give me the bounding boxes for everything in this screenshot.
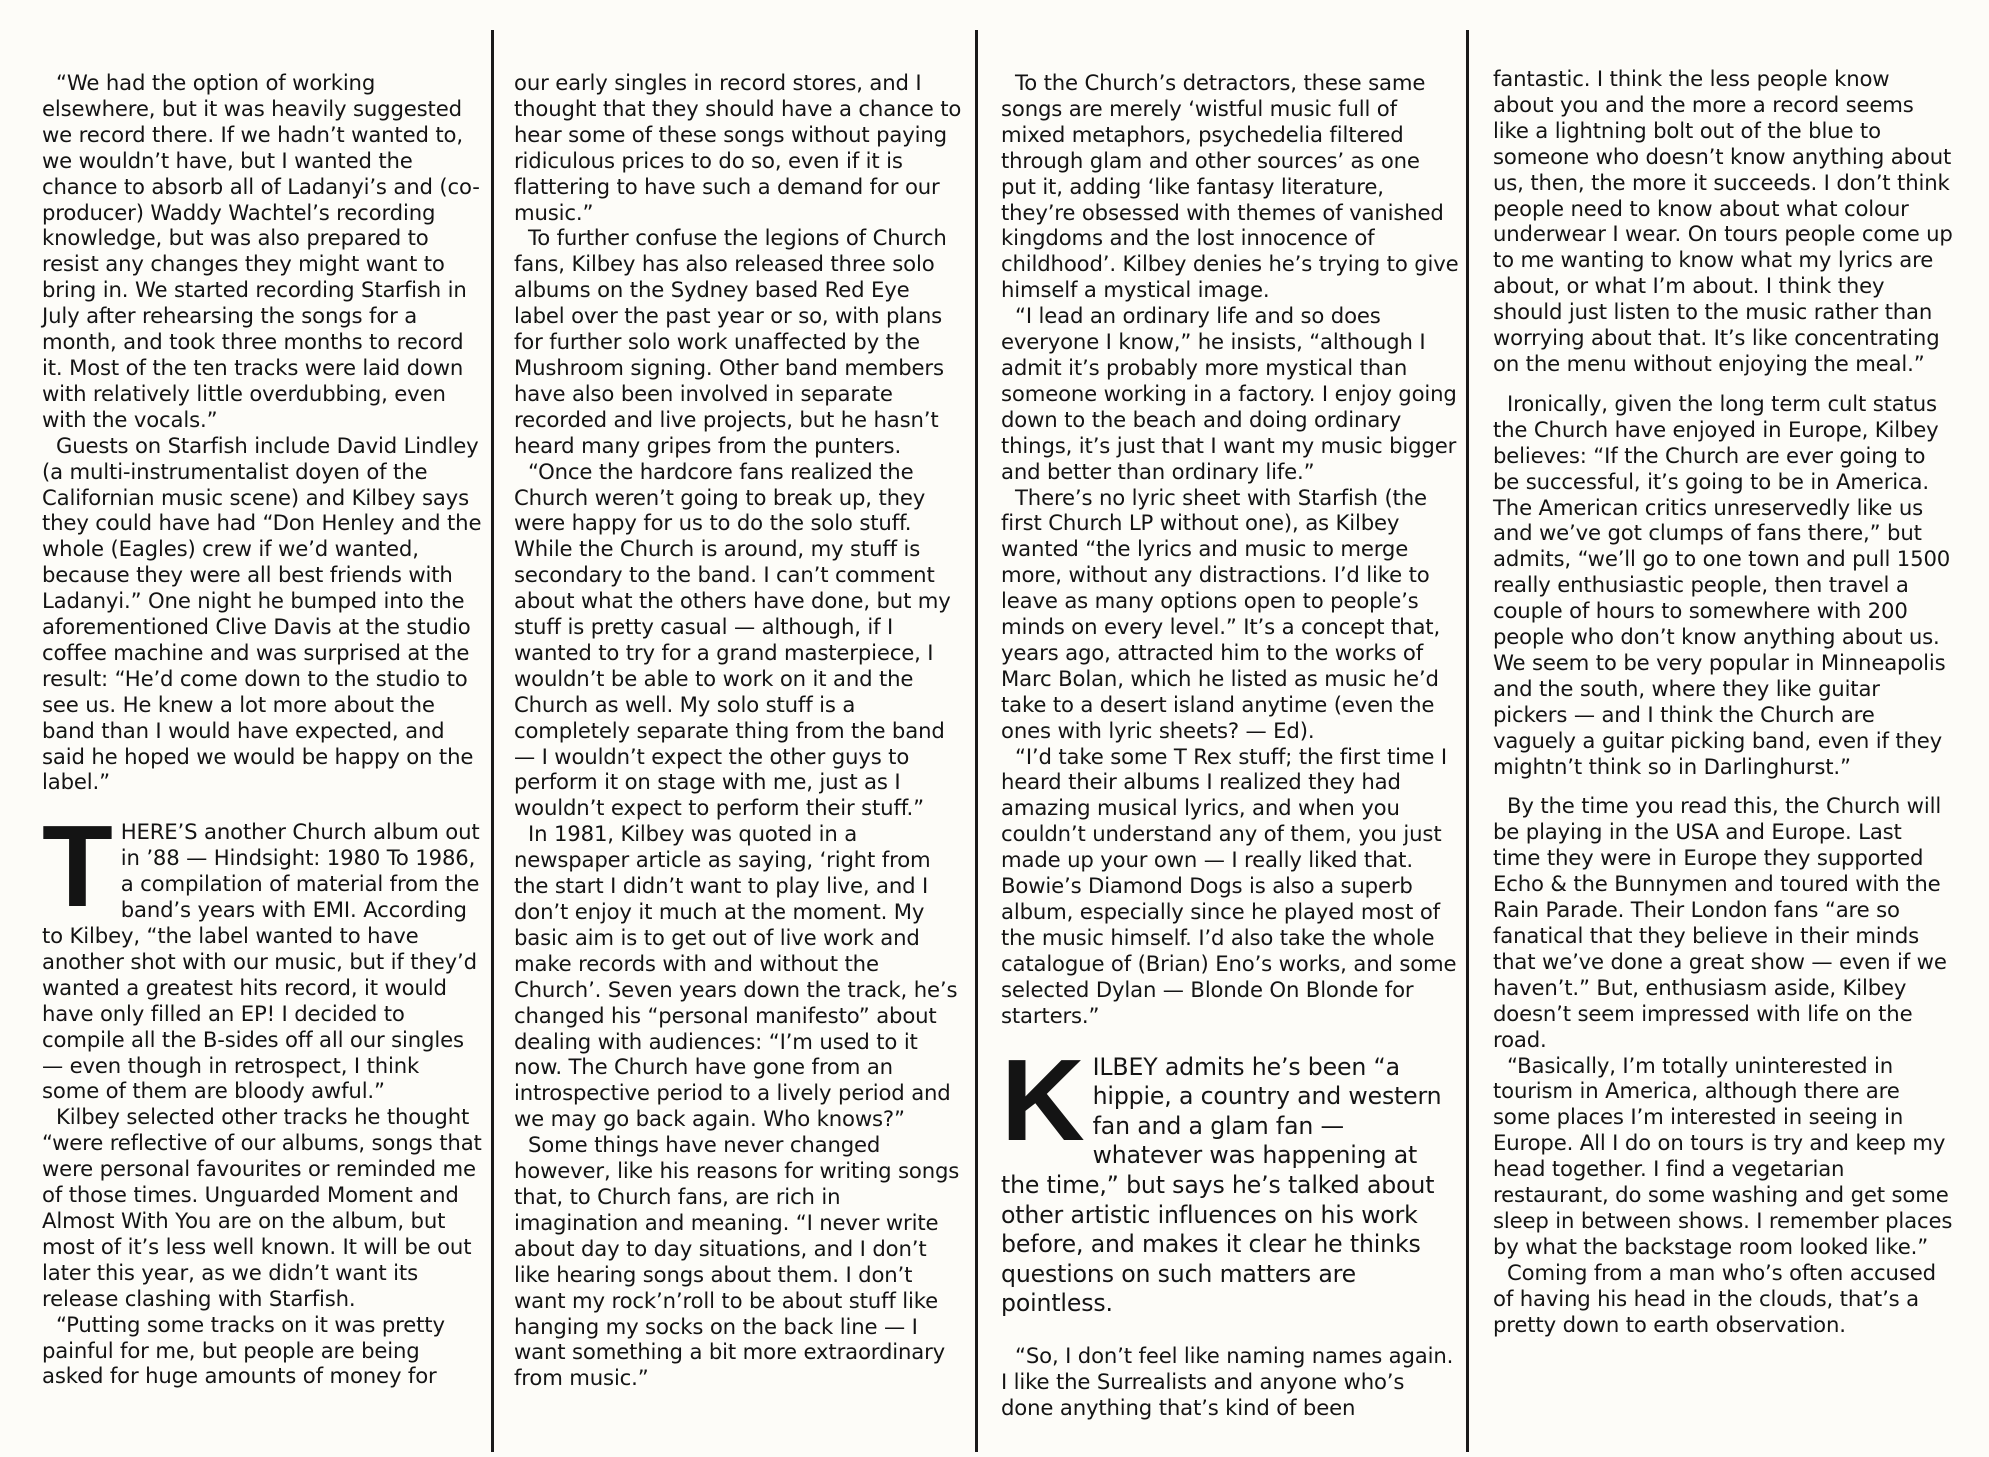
paragraph: “Basically, I’m totally uninterested in tourism in America, although there are some places I’m interested in seeing in Europe. All I do on tours is try and keep my head together. I find a vegetarian restaurant, do some washing and get some sleep in between shows. I remember places by what the backstage room looked like.” [1493, 1052, 1953, 1259]
paragraph: “Putting some tracks on it was pretty painful for me, but people are being asked for huge amounts of money for [42, 1311, 445, 1389]
paragraph: THERE’S another Church album out in ’88 — Hindsight: 1980 To 1986, a compilation of material from the band’s years with EMI. According to Kilbey, “the label wanted to have another shot with our music, but if they’d wanted a greatest hits record, it would have only filled an EP! I decided to compile all the B-sides off all our singles — even though in retrospect, I think some of them are bloody awful.” [42, 801, 480, 1104]
paragraph: KILBEY admits he’s been “a hippie, a country and western fan and a glam fan — whatever was happening at the time,” but says he’s talked about other artistic influences on his work before, and makes it clear he thinks questions on such matters are pointless. [1001, 1034, 1442, 1318]
column-rule [975, 30, 978, 1452]
paragraph: Ironically, given the long term cult status the Church have enjoyed in Europe, Kilbey believes: “If the Church are ever going to be successful, it’s going to be in America. The American critics unreservedly like us and we’ve got clumps of fans there,” but admits, “we’ll go to one town and pull 1500 really enthusiastic people, then travel a couple of hours to somewhere with 200 people who don’t know anything about us. We seem to be very popular in Minneapolis and the south, where they like guitar pickers — and I think the Church are vaguely a guitar picking band, even if they mightn’t think so in Darlinghurst.” [1493, 390, 1951, 779]
article-column-1 [42, 70, 482, 1389]
paragraph: “So, I don’t feel like naming names again. I like the Surrealists and anyone who’s done anything that’s kind of been [1001, 1342, 1454, 1420]
drop-cap: T [42, 801, 113, 932]
article-column-4 [1493, 66, 1955, 1338]
paragraph: “I’d take some T Rex stuff; the first time I heard their albums I realized they had amazing musical lyrics, and when you couldn’t understand any of them, you just made up your own — I really liked that. Bowie’s Diamond Dogs is also a superb album, especially since he played most of the music himself. I’d also take the whole catalogue of (Brian) Eno’s works, and some selected Dylan — Blonde On Blonde for starters.” [1001, 743, 1457, 1028]
paragraph: To the Church’s detractors, these same songs are merely ‘wistful music full of mixed metaphors, psychedelia filtered through glam and other sources’ as one put it, adding ‘like fantasy literature, they’re obsessed with themes of vanished kingdoms and the lost innocence of childhood’. Kilbey denies he’s trying to give himself a mystical image. [1001, 70, 1459, 303]
paragraph: By the time you read this, the Church will be playing in the USA and Europe. Last time they were in Europe they supported Echo & the Bunnymen and toured with the Rain Parade. Their London fans “are so fanatical that they believe in their minds that we’ve done a great show — even if we haven’t.” But, enthusiasm aside, Kilbey doesn’t seem impressed with life on the road. [1493, 793, 1947, 1052]
paragraph: Coming from a man who’s often accused of having his head in the clouds, that’s a pretty down to earth observation. [1493, 1259, 1936, 1337]
paragraph: Guests on Starfish include David Lindley (a multi-instrumentalist doyen of the Californian music scene) and Kilbey says they could have had “Don Henley and the whole (Eagles) crew if we’d wanted, because they were all best friends with Ladanyi.” One night he bumped into the aforementioned Clive Davis at the studio coffee machine and was surprised at the result: “He’d come down to the studio to see us. He knew a lot more about the band than I would have expected, and said he hoped we would be happy on the label.” [42, 432, 482, 795]
paragraph: In 1981, Kilbey was quoted in a newspaper article as saying, ‘right from the start I didn’t want to play live, and I don’t enjoy it much at the moment. My basic aim is to get out of live work and make records with and without the Church’. Seven years down the track, he’s changed his “personal manifesto” about dealing with audiences: “I’m used to it now. The Church have gone from an introspective period to a lively period and we may go back again. Who knows?” [514, 821, 958, 1132]
paragraph: There’s no lyric sheet with Starfish (the first Church LP without one), as Kilbey wanted “the lyrics and music to merge more, without any distractions. I’d like to leave as many options open to people’s minds on every level.” It’s a concept that, years ago, attracted him to the works of Marc Bolan, which he listed as music he’d take to a desert island anytime (even the ones with lyric sheets? — Ed). [1001, 484, 1441, 743]
paragraph: Kilbey selected other tracks he thought “were reflective of our albums, songs that were personal favourites or reminded me of those times. Unguarded Moment and Almost With You are on the album, but most of it’s less well known. It will be out later this year, as we didn’t want its release clashing with Starfish. [42, 1104, 482, 1311]
paragraph: “I lead an ordinary life and so does everyone I know,” he insists, “although I admit it’s probably more mystical than someone working in a factory. I enjoy going down to the beach and doing ordinary things, it’s just that I want my music bigger and better than ordinary life.” [1001, 303, 1457, 484]
paragraph: Some things have never changed however, like his reasons for writing songs that, to Church fans, are rich in imagination and meaning. “I never write about day to day situations, and I don’t like hearing songs about them. I don’t want my rock’n’roll to be about stuff like hanging my socks on the back line — I want something a bit more extraordinary from music.” [514, 1132, 960, 1391]
article-column-2 [514, 70, 966, 1391]
paragraph: “We had the option of working elsewhere, but it was heavily suggested we record there. If we hadn’t wanted to, we wouldn’t have, but I wanted the chance to absorb all of Ladanyi’s and (co-producer) Waddy Wachtel’s recording knowledge, but was also prepared to resist any changes they might want to bring in. We started recording Starfish in July after rehearsing the songs for a month, and took three months to record it. Most of the ten tracks were laid down with relatively little overdubbing, even with the vocals.” [42, 70, 480, 432]
drop-cap: K [1001, 1034, 1085, 1165]
article-column-3 [1001, 70, 1459, 1421]
column-rule [1466, 30, 1469, 1452]
column-rule [491, 30, 494, 1452]
paragraph: “Once the hardcore fans realized the Church weren’t going to break up, they were happy for us to do the solo stuff. While the Church is around, my stuff is secondary to the band. I can’t comment about what the others have done, but my stuff is pretty casual — although, if I wanted to try for a grand masterpiece, I wouldn’t be able to work on it and the Church as well. My solo stuff is a completely separate thing from the band — I wouldn’t expect the other guys to perform it on stage with me, just as I wouldn’t expect to perform their stuff.” [514, 458, 951, 821]
paragraph: fantastic. I think the less people know about you and the more a record seems like a lightning bolt out of the blue to someone who doesn’t know anything about us, then, the more it succeeds. I don’t think people need to know about what colour underwear I wear. On tours people come up to me wanting to know what my lyrics are about, or what I’m about. I think they should just listen to the music rather than worrying about that. It’s like concentrating on the menu without enjoying the meal.” [1493, 66, 1953, 376]
paragraph: our early singles in record stores, and I thought that they should have a chance to hear some of these songs without paying ridiculous prices to do so, even if it is flattering to have such a demand for our music.” [514, 70, 962, 225]
paragraph: To further confuse the legions of Church fans, Kilbey has also released three solo albums on the Sydney based Red Eye label over the past year or so, with plans for further solo work unaffected by the Mushroom signing. Other band members have also been involved in separate recorded and live projects, but he hasn’t heard many gripes from the punters. [514, 225, 947, 458]
